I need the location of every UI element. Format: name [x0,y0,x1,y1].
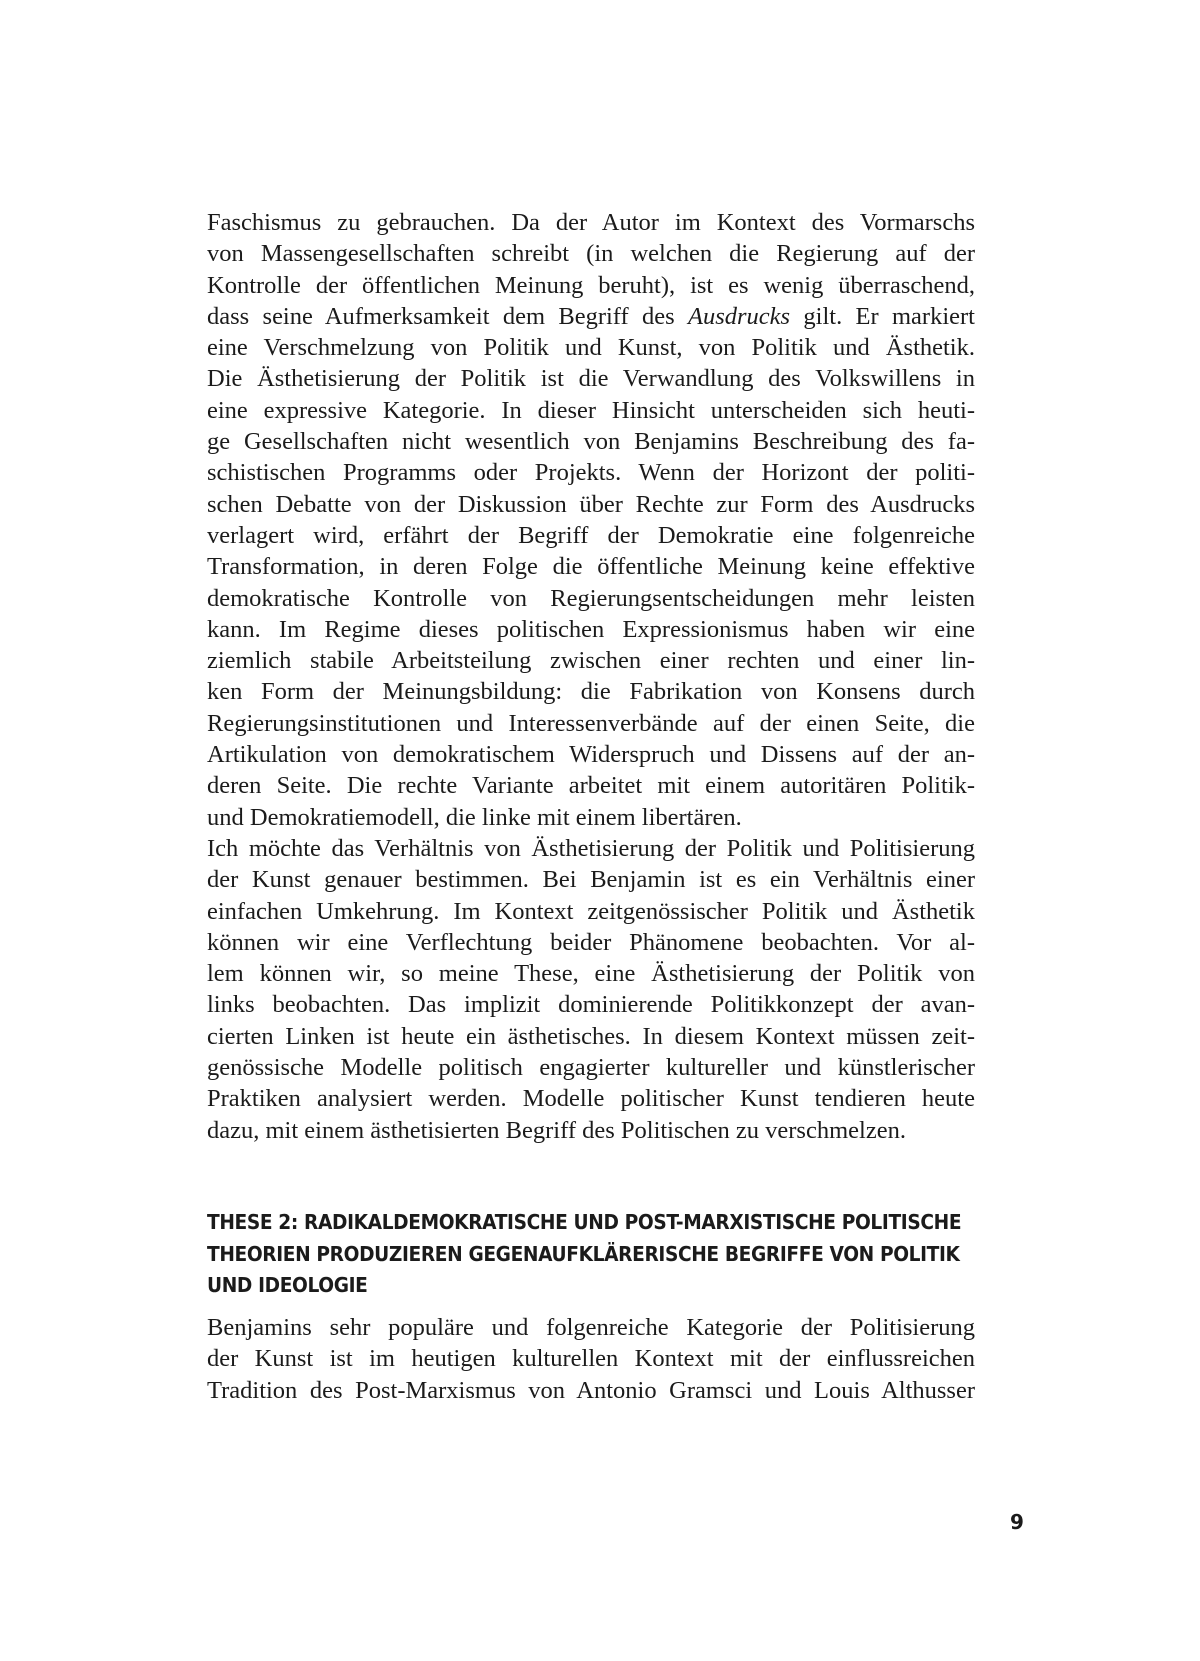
heading-line: THEORIEN PRODUZIEREN GEGENAUFKLÄRERISCHE BEGRIFFE VON POLITIK [207,1241,960,1266]
text-line: Regierungsinstitutionen und Interessenverbände auf der einen Seite, die [207,709,975,737]
text-line: und Demokratiemodell, die linke mit einem libertären. [207,803,742,831]
heading-line: UND IDEOLOGIE [207,1273,368,1297]
text-line: eine Verschmelzung von Politik und Kunst, von Politik und Ästhetik. [207,334,975,362]
text-line: können wir eine Verflechtung beider Phänomene beobachten. Vor al- [207,928,975,956]
text-line: demokratische Kontrolle von Regierungsentscheidungen mehr leisten [207,584,975,612]
text-line [207,301,975,332]
text-line: der Kunst ist im heutigen kulturellen Kontext mit der einflussreichen [207,1345,975,1373]
text-run: gilt. Er markiert [790,302,975,330]
text-line: Kontrolle der öffentlichen Meinung beruht), ist es wenig überraschend, [207,271,975,299]
text-run: dass seine Aufmerksamkeit dem Begriff des [207,302,688,330]
body-text-upper [207,207,975,1146]
text-line: schen Debatte von der Diskussion über Rechte zur Form des Ausdrucks [207,490,975,518]
text-line: der Kunst genauer bestimmen. Bei Benjamin ist es ein Verhältnis einer [207,866,975,894]
text-line: Faschismus zu gebrauchen. Da der Autor im Kontext des Vormarschs [207,209,975,236]
text-line: Die Ästhetisierung der Politik ist die Verwandlung des Volkswillens in [207,365,975,393]
text-line: kann. Im Regime dieses politischen Expressionismus haben wir eine [207,615,975,643]
text-line: schistischen Programms oder Projekts. Wenn der Horizont der politi- [207,459,975,487]
text-line: eine expressive Kategorie. In dieser Hinsicht unterscheiden sich heuti- [207,396,975,424]
text-line: von Massengesellschaften schreibt (in welchen die Regierung auf der [207,240,975,268]
text-line: verlagert wird, erfährt der Begriff der Demokratie eine folgenreiche [207,521,975,549]
text-line: Tradition des Post-Marxismus von Antonio Gramsci und Louis Althusser [207,1376,975,1404]
text-line: links beobachten. Das implizit dominierende Politikkonzept der avan- [207,991,975,1019]
body-text-lower [207,1312,975,1406]
section-heading [207,1207,962,1302]
text-line: lem können wir, so meine These, eine Ästhetisierung der Politik von [207,960,975,988]
text-line: cierten Linken ist heute ein ästhetisches. In diesem Kontext müssen zeit- [207,1022,975,1050]
italic-term-ausdrucks: Ausdrucks [687,302,791,330]
text-line: genössische Modelle politisch engagierter kultureller und künstlerischer [207,1054,975,1082]
text-line: dazu, mit einem ästhetisierten Begriff des Politischen zu verschmelzen. [207,1116,906,1144]
heading-line: THESE 2: RADIKALDEMOKRATISCHE UND POST-MARXISTISCHE POLITISCHE [207,1210,962,1234]
text-line: ziemlich stabile Arbeitsteilung zwischen einer rechten und einer lin- [207,647,975,675]
text-line: Benjamins sehr populäre und folgenreiche Kategorie der Politisierung [207,1314,975,1341]
text-line: ge Gesellschaften nicht wesentlich von Benjamins Beschreibung des fa- [207,428,975,456]
text-line: ken Form der Meinungsbildung: die Fabrikation von Konsens durch [207,678,975,706]
text-line: Artikulation von demokratischem Widerspruch und Dissens auf der an- [207,741,975,769]
text-line: Transformation, in deren Folge die öffentliche Meinung keine effektive [207,553,975,581]
text-line: einfachen Umkehrung. Im Kontext zeitgenössischer Politik und Ästhetik [207,897,975,925]
page-number: 9 [1010,1510,1024,1534]
text-line: Praktiken analysiert werden. Modelle politischer Kunst tendieren heute [207,1085,975,1113]
text-line: deren Seite. Die rechte Variante arbeitet mit einem autoritären Politik- [207,772,975,800]
text-line: Ich möchte das Verhältnis von Ästhetisierung der Politik und Politisierung [207,834,975,862]
